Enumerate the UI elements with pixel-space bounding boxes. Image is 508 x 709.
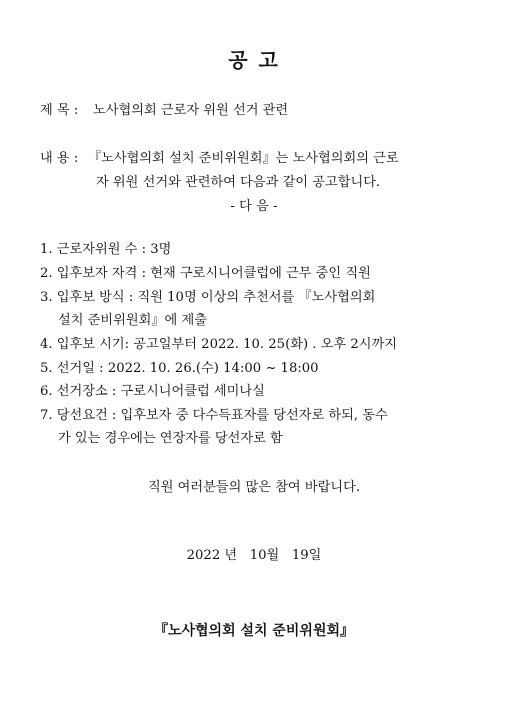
list-item: 1. 근로자위원 수 : 3명 xyxy=(40,242,172,257)
list-item: 4. 입후보 시기: 공고일부터 2022. 10. 25(화) . 오후 2시까지 xyxy=(40,337,397,352)
list-item: 2. 입후보자 자격 : 현재 구로시니어클럽에 근무 중인 직원 xyxy=(40,266,371,281)
list-item: 7. 당선요건 : 입후보자 중 다수득표자를 당선자로 하되, 동수 xyxy=(40,408,388,423)
notice-date: 2022 년 10월 19일 xyxy=(186,548,322,563)
next-heading: - 다 음 - xyxy=(230,199,278,214)
issuer-name: 『노사협의회 설치 준비위원회』 xyxy=(153,623,355,639)
content-label: 내 용 : xyxy=(40,151,79,166)
list-item: 3. 입후보 방식 : 직원 10명 이상의 추천서를 『노사협의회 xyxy=(40,290,376,305)
list-item: 6. 선거장소 : 구로시니어클럽 세미나실 xyxy=(40,384,265,399)
subject-text: 노사협의회 근로자 위원 선거 관련 xyxy=(93,103,289,118)
list-item: 5. 선거일 : 2022. 10. 26.(수) 14:00 ~ 18:00 xyxy=(40,361,319,376)
content-line-1: 『노사협의회 설치 준비위원회』는 노사협의회의 근로 xyxy=(88,151,399,166)
list-item-continuation: 가 있는 경우에는 연장자를 당선자로 함 xyxy=(58,431,283,446)
subject-label: 제 목 : xyxy=(40,103,79,118)
list-item-continuation: 설치 준비위원회』에 제출 xyxy=(58,313,207,328)
notice-title: 공 고 xyxy=(228,48,280,72)
content-line-2: 자 위원 선거와 관련하여 다음과 같이 공고합니다. xyxy=(96,175,381,190)
closing-text: 직원 여러분들의 많은 참여 바랍니다. xyxy=(147,480,361,495)
